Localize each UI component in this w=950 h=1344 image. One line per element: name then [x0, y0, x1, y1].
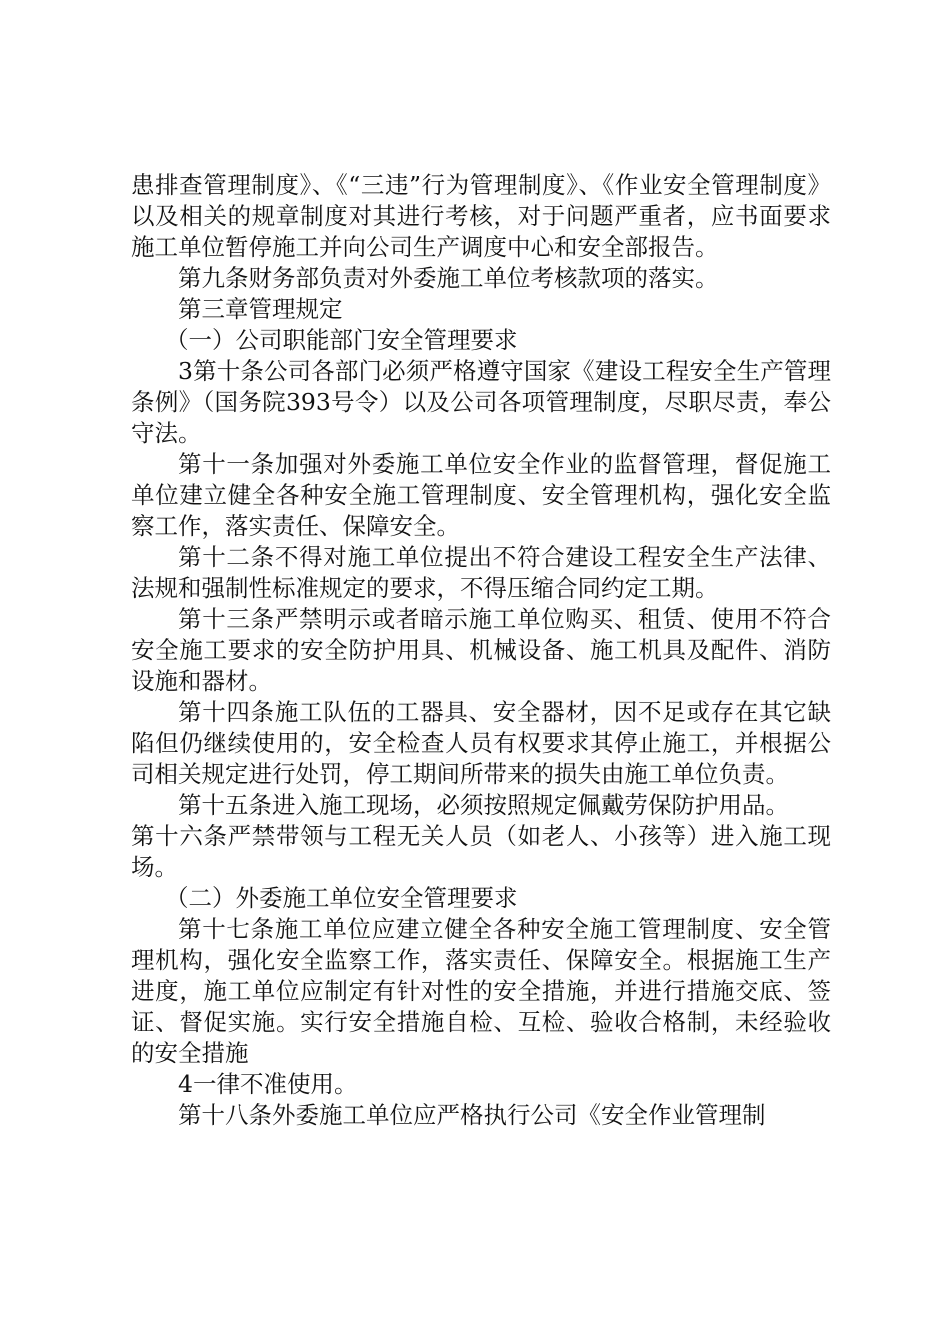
article-12: 第十二条不得对施工单位提出不符合建设工程安全生产法律、法规和强制性标准规定的要求，不得压缩合同约定工期。 [131, 543, 831, 602]
document-body [131, 170, 831, 1131]
section-1-heading: （一）公司职能部门安全管理要求 [165, 326, 518, 354]
article-17-continuation: 4一律不准使用。 [178, 1070, 358, 1098]
article-10: 3第十条公司各部门必须严格遵守国家《建设工程安全生产管理条例》（国务院393号令）以及公司各项管理制度，尽职尽责，奉公守法。 [131, 357, 831, 447]
section-2-heading: （二）外委施工单位安全管理要求 [165, 884, 518, 912]
article-9: 第九条财务部负责对外委施工单位考核款项的落实。 [178, 264, 719, 292]
article-17: 第十七条施工单位应建立健全各种安全施工管理制度、安全管理机构，强化安全监察工作，落实责任、保障安全。根据施工生产进度，施工单位应制定有针对性的安全措施，并进行措施交底、签证、督促实施。实行安全措施自检、互检、验收合格制，未经验收的安全措施 [131, 915, 831, 1067]
article-13: 第十三条严禁明示或者暗示施工单位购买、租赁、使用不符合安全施工要求的安全防护用具、机械设备、施工机具及配件、消防设施和器材。 [131, 605, 831, 695]
article-14: 第十四条施工队伍的工器具、安全器材，因不足或存在其它缺陷但仍继续使用的，安全检查人员有权要求其停止施工，并根据公司相关规定进行处罚，停工期间所带来的损失由施工单位负责。 [131, 698, 831, 788]
article-15: 第十五条进入施工现场，必须按照规定佩戴劳保防护用品。 [178, 791, 789, 819]
chapter-3-heading: 第三章管理规定 [178, 295, 343, 323]
article-18: 第十八条外委施工单位应严格执行公司《安全作业管理制 [178, 1101, 766, 1129]
article-11: 第十一条加强对外委施工单位安全作业的监督管理，督促施工单位建立健全各种安全施工管理制度、安全管理机构，强化安全监察工作，落实责任、保障安全。 [131, 450, 831, 540]
paragraph-continuation: 患排查管理制度》、《“三违”行为管理制度》、《作业安全管理制度》以及相关的规章制度对其进行考核，对于问题严重者，应书面要求施工单位暂停施工并向公司生产调度中心和安全部报告。 [131, 171, 831, 261]
article-16: 第十六条严禁带领与工程无关人员（如老人、小孩等）进入施工现场。 [131, 822, 831, 881]
